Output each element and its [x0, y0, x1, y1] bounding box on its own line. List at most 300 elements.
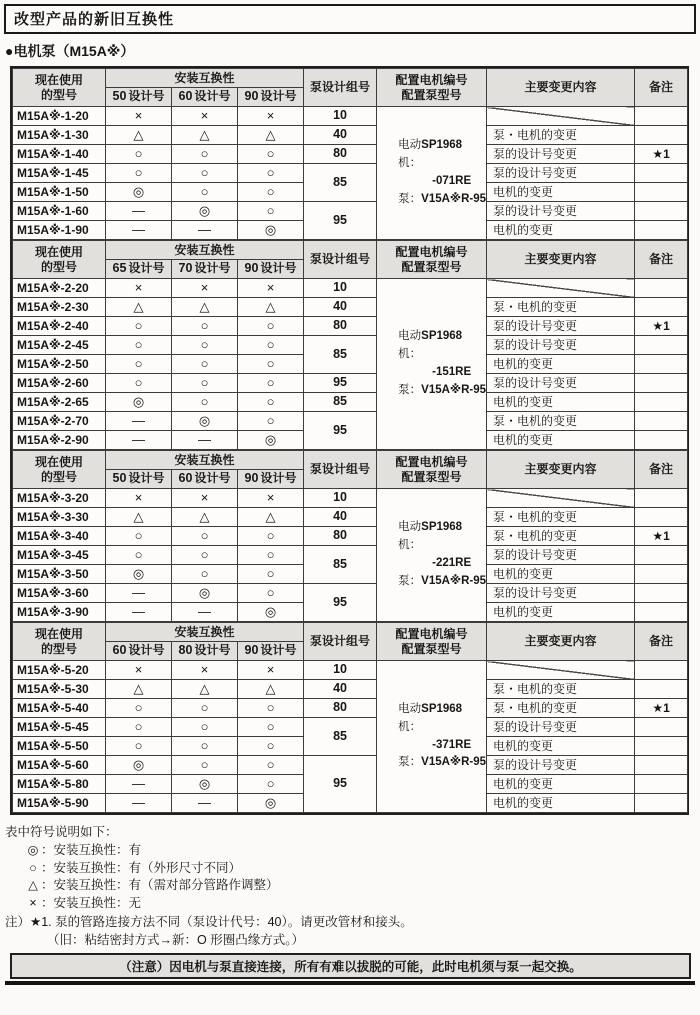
compat-symbol-cell: ◎	[238, 221, 304, 240]
pump-value: V15A※R-95	[421, 383, 487, 396]
compat-symbol-cell: ×	[238, 279, 304, 298]
model-cell: M15A※-5-30	[13, 680, 106, 699]
motor-value: SP1968	[421, 702, 463, 715]
compat-symbol-cell: ○	[238, 756, 304, 775]
motor-config-text	[377, 519, 486, 590]
remark-cell	[635, 355, 688, 374]
model-cell: M15A※-3-60	[13, 584, 106, 603]
model-cell: M15A※-5-40	[13, 699, 106, 718]
compat-symbol-cell: ○	[238, 164, 304, 183]
legend-items	[5, 842, 697, 913]
pump-label: 泵：	[398, 574, 422, 587]
main-change-cell: 电机的变更	[487, 355, 635, 374]
model-cell: M15A※-5-50	[13, 737, 106, 756]
pump-group-cell: 10	[304, 661, 377, 680]
motor-value-suffix: -371RE	[432, 738, 472, 751]
main-change-cell: 泵・电机的变更	[487, 508, 635, 527]
pump-group-cell: 85	[304, 546, 377, 584]
legend-item-text: ：安装互换性：有（外形尺寸不同）	[41, 860, 242, 875]
compat-symbol-cell: ◎	[106, 756, 172, 775]
model-cell: M15A※-1-90	[13, 221, 106, 240]
pump-group-cell: 95	[304, 584, 377, 622]
main-change-cell: 电机的变更	[487, 565, 635, 584]
compat-symbol-cell: —	[106, 775, 172, 794]
remark-cell	[635, 298, 688, 317]
model-cell: M15A※-3-40	[13, 527, 106, 546]
table-row	[13, 680, 688, 699]
compat-symbol-cell: ×	[106, 279, 172, 298]
header-design-col: 60 设计号	[172, 88, 238, 107]
compat-symbol-cell: ◎	[172, 412, 238, 431]
pump-group-cell: 95	[304, 374, 377, 393]
model-cell: M15A※-3-50	[13, 565, 106, 584]
compat-symbol-cell: △	[172, 508, 238, 527]
header-design-col: 90 设计号	[238, 470, 304, 489]
header-remark: 备注	[635, 69, 688, 107]
pump-group-cell: 40	[304, 680, 377, 699]
motor-config-text	[377, 137, 486, 208]
table-row	[13, 164, 688, 183]
compat-symbol-cell: △	[238, 298, 304, 317]
compat-symbol-cell: —	[106, 412, 172, 431]
compat-symbol-cell: ◎	[238, 794, 304, 813]
header-pump-design-group: 泵设计组号	[304, 451, 377, 489]
table-row	[13, 489, 688, 508]
main-change-cell: 泵的设计号变更	[487, 164, 635, 183]
compat-symbol-cell: ×	[172, 279, 238, 298]
compat-symbol-cell: —	[172, 794, 238, 813]
model-cell: M15A※-5-90	[13, 794, 106, 813]
model-cell: M15A※-1-50	[13, 183, 106, 202]
compat-symbol-cell: ×	[106, 661, 172, 680]
remark-cell	[635, 661, 688, 680]
header-design-col: 50 设计号	[106, 470, 172, 489]
header-main-changes: 主要变更内容	[487, 69, 635, 107]
compat-symbol-cell: △	[238, 680, 304, 699]
motor-label: 电动机：	[398, 330, 422, 361]
compat-symbol-cell: ○	[238, 737, 304, 756]
compat-symbol-cell: ×	[238, 489, 304, 508]
header-pump-design-group: 泵设计组号	[304, 69, 377, 107]
header-motor-pump-config: 配置电机编号 配置泵型号	[377, 451, 487, 489]
table-row	[13, 279, 688, 298]
main-change-cell: 泵・电机的变更	[487, 298, 635, 317]
compat-symbol-cell: ◎	[106, 393, 172, 412]
model-cell: M15A※-2-40	[13, 317, 106, 336]
main-change-cell: 泵的设计号变更	[487, 336, 635, 355]
model-cell: M15A※-2-60	[13, 374, 106, 393]
header-pump-design-group: 泵设计组号	[304, 241, 377, 279]
compat-symbol-cell: ○	[238, 317, 304, 336]
pump-group-cell: 40	[304, 298, 377, 317]
main-change-cell: 泵・电机的变更	[487, 527, 635, 546]
pump-label: 泵：	[398, 192, 422, 205]
table-row	[13, 145, 688, 164]
motor-pump-config-cell	[377, 279, 487, 450]
compat-symbol-cell: ○	[238, 775, 304, 794]
header-install-compat: 安装互换性	[106, 69, 304, 88]
main-change-cell: 泵・电机的变更	[487, 412, 635, 431]
remark-cell	[635, 565, 688, 584]
header-current-model: 现在使用 的型号	[13, 623, 106, 661]
compat-symbol-cell: —	[106, 794, 172, 813]
remark-cell	[635, 756, 688, 775]
spacer	[377, 555, 421, 573]
header-design-col: 65 设计号	[106, 260, 172, 279]
header-main-changes: 主要变更内容	[487, 623, 635, 661]
legend-symbol-double-circle: ◎	[27, 842, 39, 857]
header-remark: 备注	[635, 623, 688, 661]
header-design-col: 70 设计号	[172, 260, 238, 279]
compat-symbol-cell: ◎	[172, 775, 238, 794]
motor-value: SP1968	[421, 330, 463, 343]
pump-group-cell: 80	[304, 317, 377, 336]
motor-value: SP1968	[421, 139, 463, 152]
motor-pump-config-cell	[377, 661, 487, 813]
compat-symbol-cell: ○	[172, 565, 238, 584]
bottom-rule	[5, 981, 695, 985]
header-row-1	[13, 451, 688, 470]
remark-cell	[635, 393, 688, 412]
compat-symbol-cell: ◎	[238, 603, 304, 622]
remark-cell	[635, 775, 688, 794]
main-change-cell: 泵的设计号变更	[487, 202, 635, 221]
main-change-cell: 泵的设计号变更	[487, 317, 635, 336]
compat-symbol-cell: △	[106, 126, 172, 145]
model-cell: M15A※-3-90	[13, 603, 106, 622]
legend-item	[25, 842, 697, 860]
spacer	[377, 173, 421, 191]
compat-symbol-cell: ○	[238, 565, 304, 584]
compat-symbol-cell: ○	[172, 393, 238, 412]
compat-symbol-cell: ○	[172, 737, 238, 756]
compat-symbol-cell: —	[106, 221, 172, 240]
remark-cell	[635, 183, 688, 202]
header-design-col: 50 设计号	[106, 88, 172, 107]
legend-symbol-circle: ○	[29, 860, 37, 875]
table-row	[13, 126, 688, 145]
main-change-cell: 泵的设计号变更	[487, 145, 635, 164]
model-cell: M15A※-3-30	[13, 508, 106, 527]
remark-cell	[635, 584, 688, 603]
pump-group-cell: 85	[304, 718, 377, 756]
table-row	[13, 584, 688, 603]
pump-label: 泵：	[398, 383, 422, 396]
compat-symbol-cell: —	[172, 221, 238, 240]
remark-cell	[635, 737, 688, 756]
remark-cell	[635, 126, 688, 145]
compat-symbol-cell: ○	[172, 699, 238, 718]
header-remark: 备注	[635, 241, 688, 279]
header-design-col: 60 设计号	[172, 470, 238, 489]
compat-symbol-cell: ○	[106, 355, 172, 374]
model-cell: M15A※-1-60	[13, 202, 106, 221]
legend-item	[25, 895, 697, 913]
model-cell: M15A※-2-90	[13, 431, 106, 450]
main-change-cell: 泵・电机的变更	[487, 680, 635, 699]
compat-symbol-cell: —	[106, 584, 172, 603]
model-cell: M15A※-5-60	[13, 756, 106, 775]
legend-intro: 表中符号说明如下：	[5, 825, 118, 839]
compat-symbol-cell: ○	[106, 699, 172, 718]
main-change-cell: 电机的变更	[487, 221, 635, 240]
pump-group-cell: 80	[304, 527, 377, 546]
footnote-star1: 注）★1. 泵的管路连接方法不同（泵设计代号：40）。请更改管材和接头。	[5, 914, 413, 929]
header-row-1	[13, 69, 688, 88]
compat-symbol-cell: ○	[238, 355, 304, 374]
main-change-cell: 泵・电机的变更	[487, 699, 635, 718]
compat-table-section-3	[12, 450, 688, 622]
header-motor-pump-config: 配置电机编号 配置泵型号	[377, 241, 487, 279]
compat-symbol-cell: ○	[238, 336, 304, 355]
header-row-1	[13, 241, 688, 260]
compat-symbol-cell: ◎	[238, 431, 304, 450]
header-motor-pump-config: 配置电机编号 配置泵型号	[377, 69, 487, 107]
remark-cell: ★1	[635, 527, 688, 546]
main-change-cell: 电机的变更	[487, 794, 635, 813]
compat-symbol-cell: ○	[238, 202, 304, 221]
header-current-model: 现在使用 的型号	[13, 241, 106, 279]
model-cell: M15A※-5-45	[13, 718, 106, 737]
footnote-star1-line2: （旧：粘结密封方式→新：O 形圈凸缘方式。）	[47, 932, 304, 947]
main-change-cell	[487, 489, 635, 508]
remark-cell	[635, 412, 688, 431]
legend-item-text: ：安装互换性：无	[41, 896, 142, 910]
compat-symbol-cell: ○	[172, 546, 238, 565]
compat-symbol-cell: ○	[172, 756, 238, 775]
motor-value-suffix: -151RE	[432, 366, 472, 378]
table-row	[13, 393, 688, 412]
compat-symbol-cell: ○	[238, 718, 304, 737]
table-row	[13, 661, 688, 680]
motor-label: 电动机：	[398, 139, 422, 170]
remark-cell	[635, 336, 688, 355]
compat-symbol-cell: △	[106, 680, 172, 699]
pump-group-cell: 80	[304, 145, 377, 164]
compat-symbol-cell: ○	[172, 718, 238, 737]
table-row	[13, 546, 688, 565]
compat-symbol-cell: △	[238, 126, 304, 145]
pump-group-cell: 95	[304, 756, 377, 813]
main-change-cell	[487, 661, 635, 680]
compat-symbol-cell: △	[172, 680, 238, 699]
header-main-changes: 主要变更内容	[487, 241, 635, 279]
main-change-cell: 泵的设计号变更	[487, 546, 635, 565]
header-design-col: 60 设计号	[106, 642, 172, 661]
table-row	[13, 412, 688, 431]
pump-group-cell: 10	[304, 107, 377, 126]
main-change-cell: 电机的变更	[487, 775, 635, 794]
compat-symbol-cell: ○	[238, 145, 304, 164]
pump-value: V15A※R-95	[421, 192, 487, 205]
main-change-cell: 电机的变更	[487, 183, 635, 202]
remark-cell	[635, 221, 688, 240]
spacer	[377, 364, 421, 382]
table-row	[13, 527, 688, 546]
compat-symbol-cell: ○	[106, 737, 172, 756]
main-change-cell: 泵的设计号变更	[487, 718, 635, 737]
motor-value-suffix: -221RE	[432, 557, 472, 569]
compat-symbol-cell: ○	[238, 393, 304, 412]
remark-cell: ★1	[635, 317, 688, 336]
model-cell: M15A※-2-45	[13, 336, 106, 355]
compat-symbol-cell: ○	[106, 336, 172, 355]
header-main-changes: 主要变更内容	[487, 451, 635, 489]
compat-symbol-cell: △	[172, 298, 238, 317]
remark-cell	[635, 202, 688, 221]
table-row	[13, 699, 688, 718]
compat-symbol-cell: ×	[106, 489, 172, 508]
main-change-cell: 电机的变更	[487, 603, 635, 622]
remark-cell: ★1	[635, 145, 688, 164]
model-cell: M15A※-3-20	[13, 489, 106, 508]
compat-symbol-cell: ○	[172, 527, 238, 546]
compat-symbol-cell: △	[106, 298, 172, 317]
compat-symbol-cell: ○	[238, 546, 304, 565]
main-change-cell: 泵的设计号变更	[487, 374, 635, 393]
main-change-cell: 电机的变更	[487, 431, 635, 450]
compat-symbol-cell: —	[172, 431, 238, 450]
page-title: 改型产品的新旧互换性	[4, 4, 696, 34]
table-row	[13, 107, 688, 126]
motor-label: 电动机：	[398, 702, 422, 733]
main-change-cell: 泵的设计号变更	[487, 584, 635, 603]
table-row	[13, 374, 688, 393]
model-cell: M15A※-1-30	[13, 126, 106, 145]
compat-table-section-1	[12, 68, 688, 240]
compat-symbol-cell: ×	[172, 107, 238, 126]
compat-symbol-cell: ◎	[106, 183, 172, 202]
compat-table-section-2	[12, 240, 688, 450]
legend-item-text: ：安装互换性：有（需对部分管路作调整）	[41, 878, 279, 893]
table-row	[13, 508, 688, 527]
model-cell: M15A※-2-70	[13, 412, 106, 431]
compat-symbol-cell: ○	[238, 183, 304, 202]
compat-symbol-cell: —	[172, 603, 238, 622]
remark-cell	[635, 279, 688, 298]
pump-group-cell: 85	[304, 336, 377, 374]
compat-symbol-cell: —	[106, 202, 172, 221]
pump-value: V15A※R-95	[421, 756, 487, 769]
caution-notice: （注意）因电机与泵直接连接，所有有难以拔脱的可能，此时电机须与泵一起交换。	[10, 953, 691, 979]
symbol-legend	[5, 824, 697, 913]
main-change-cell: 泵・电机的变更	[487, 126, 635, 145]
compat-symbol-cell: ○	[238, 374, 304, 393]
pump-value: V15A※R-95	[421, 574, 487, 587]
model-cell: M15A※-2-30	[13, 298, 106, 317]
header-pump-design-group: 泵设计组号	[304, 623, 377, 661]
model-cell: M15A※-3-45	[13, 546, 106, 565]
remark-cell	[635, 546, 688, 565]
compat-symbol-cell: ○	[238, 527, 304, 546]
remark-cell	[635, 374, 688, 393]
compat-symbol-cell: ◎	[106, 565, 172, 584]
legend-item	[25, 877, 697, 895]
compat-symbol-cell: ×	[238, 661, 304, 680]
pump-group-cell: 95	[304, 202, 377, 240]
tables-container	[10, 66, 689, 815]
header-design-col: 90 设计号	[238, 642, 304, 661]
pump-group-cell: 10	[304, 279, 377, 298]
compat-symbol-cell: ×	[172, 661, 238, 680]
spacer	[377, 737, 421, 755]
compat-symbol-cell: ○	[238, 584, 304, 603]
remark-cell	[635, 794, 688, 813]
footnotes	[5, 914, 697, 950]
pump-group-cell: 80	[304, 699, 377, 718]
legend-item-text: ：安装互换性：有	[41, 842, 142, 857]
compat-symbol-cell: ○	[172, 145, 238, 164]
compat-symbol-cell: —	[106, 431, 172, 450]
pump-group-cell: 40	[304, 126, 377, 145]
pump-group-cell: 95	[304, 412, 377, 450]
table-row	[13, 718, 688, 737]
pump-group-cell: 85	[304, 164, 377, 202]
pump-group-cell: 10	[304, 489, 377, 508]
compat-symbol-cell: —	[106, 603, 172, 622]
compat-symbol-cell: ○	[172, 355, 238, 374]
compat-symbol-cell: ○	[106, 164, 172, 183]
motor-pump-config-cell	[377, 489, 487, 622]
compat-symbol-cell: ×	[238, 107, 304, 126]
motor-config-text	[377, 328, 486, 399]
pump-group-cell: 85	[304, 393, 377, 412]
main-change-cell	[487, 279, 635, 298]
model-cell: M15A※-5-20	[13, 661, 106, 680]
header-design-col: 90 设计号	[238, 260, 304, 279]
compat-symbol-cell: ○	[106, 145, 172, 164]
motor-pump-config-cell	[377, 107, 487, 240]
remark-cell	[635, 431, 688, 450]
table-row	[13, 298, 688, 317]
header-row-1	[13, 623, 688, 642]
model-cell: M15A※-1-20	[13, 107, 106, 126]
motor-value: SP1968	[421, 521, 463, 534]
compat-symbol-cell: ○	[172, 336, 238, 355]
compat-symbol-cell: ○	[106, 527, 172, 546]
compat-symbol-cell: ○	[106, 718, 172, 737]
compat-symbol-cell: ○	[172, 317, 238, 336]
compat-symbol-cell: ○	[172, 374, 238, 393]
table-row	[13, 756, 688, 775]
compat-symbol-cell: ◎	[172, 202, 238, 221]
compat-symbol-cell: ○	[106, 317, 172, 336]
header-current-model: 现在使用 的型号	[13, 69, 106, 107]
header-design-col: 80 设计号	[172, 642, 238, 661]
compat-symbol-cell: ○	[172, 164, 238, 183]
compat-symbol-cell: △	[106, 508, 172, 527]
motor-label: 电动机：	[398, 521, 422, 552]
compat-symbol-cell: ○	[106, 546, 172, 565]
section-subtitle: ●电机泵（M15A※）	[5, 43, 135, 59]
table-row	[13, 336, 688, 355]
table-row	[13, 202, 688, 221]
remark-cell	[635, 718, 688, 737]
compat-symbol-cell: ◎	[172, 584, 238, 603]
model-cell: M15A※-2-65	[13, 393, 106, 412]
header-current-model: 现在使用 的型号	[13, 451, 106, 489]
compat-symbol-cell: ×	[172, 489, 238, 508]
remark-cell: ★1	[635, 699, 688, 718]
compat-symbol-cell: ○	[238, 412, 304, 431]
remark-cell	[635, 164, 688, 183]
legend-symbol-triangle: △	[28, 878, 38, 893]
remark-cell	[635, 489, 688, 508]
table-row	[13, 317, 688, 336]
remark-cell	[635, 603, 688, 622]
remark-cell	[635, 680, 688, 699]
remark-cell	[635, 508, 688, 527]
